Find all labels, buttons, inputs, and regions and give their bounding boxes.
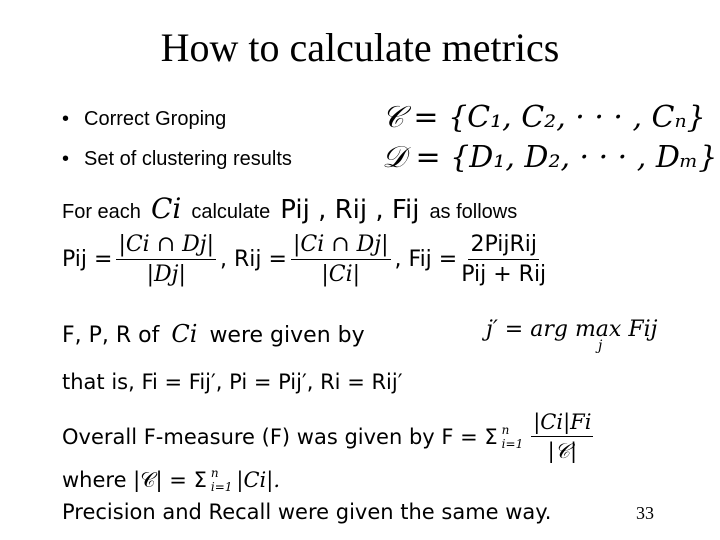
calculate-word: calculate [191,201,271,223]
page-number: 33 [636,503,654,523]
given-by-text-b: were given by [209,323,365,348]
argmax-formula [486,316,657,354]
bullet-dot-icon: • [62,148,70,170]
for-each-line [62,192,517,225]
overall-denominator: |𝒞| [547,439,578,463]
overall-f-text: Overall F-measure (F) was given by F = Σ [62,425,498,449]
argmax-subscript: j [598,338,603,354]
f-numerator: 2PijRij [468,232,539,260]
where-sum-limits [211,466,233,494]
given-by-line [62,320,365,348]
bullet-label: Set of clustering results [84,148,292,170]
for-each-prefix: For each [62,201,141,223]
precision-lhs: Pij = [62,247,113,272]
precision-numerator: |Ci ∩ Dj| [116,232,216,260]
recall-denominator: |Ci| [321,262,361,287]
overall-fraction [531,410,593,464]
bullet-correct-grouping [62,108,226,131]
cluster-variable: Ci [150,192,182,225]
f-denominator: Pij + Rij [461,262,547,287]
precision-fraction [116,232,216,287]
precision-denominator: |Dj| [146,262,186,287]
recall-numerator: |Ci ∩ Dj| [291,232,391,260]
recall-lhs: , Rij = [220,247,287,272]
given-by-var: Ci [171,320,198,348]
recall-fraction [291,232,391,287]
given-by-text-a: F, P, R of [62,323,160,348]
f-lhs: , Fij = [394,247,458,272]
where-line [62,466,280,494]
bullet-dot-icon: • [62,108,70,130]
that-is-line: that is, Fi = Fij′, Pi = Pij′, Ri = Rij′ [62,370,403,394]
as-follows: as follows [429,201,518,223]
correct-grouping-formula: 𝒞 = {C₁, C₂, · · · , Cₙ} [382,100,706,135]
slide-title: How to calculate metrics [160,25,560,70]
where-sum-lower: i=1 [210,480,233,494]
overall-sum-lower: i=1 [501,437,524,451]
where-tail: |Ci|. [236,468,281,492]
measures-list: Pij , Rij , Fij [280,195,420,225]
overall-numerator: |Ci|Fi [531,410,593,437]
f-fraction [461,232,546,287]
clustering-results-formula: 𝒟 = {D₁, D₂, · · · , Dₘ} [382,140,718,175]
where-sum-upper: n [210,466,219,480]
overall-f-line [62,410,597,464]
bullet-clustering-results [62,148,292,171]
overall-sum-upper: n [501,423,510,437]
prf-formulas [62,232,550,287]
precision-recall-line: Precision and Recall were given the same way. [62,500,552,524]
argmax-text: j′ = arg max Fij [486,317,658,342]
overall-sum-limits [502,423,524,451]
where-text: where |𝒞| = Σ [62,467,207,492]
bullet-label: Correct Groping [84,108,227,130]
